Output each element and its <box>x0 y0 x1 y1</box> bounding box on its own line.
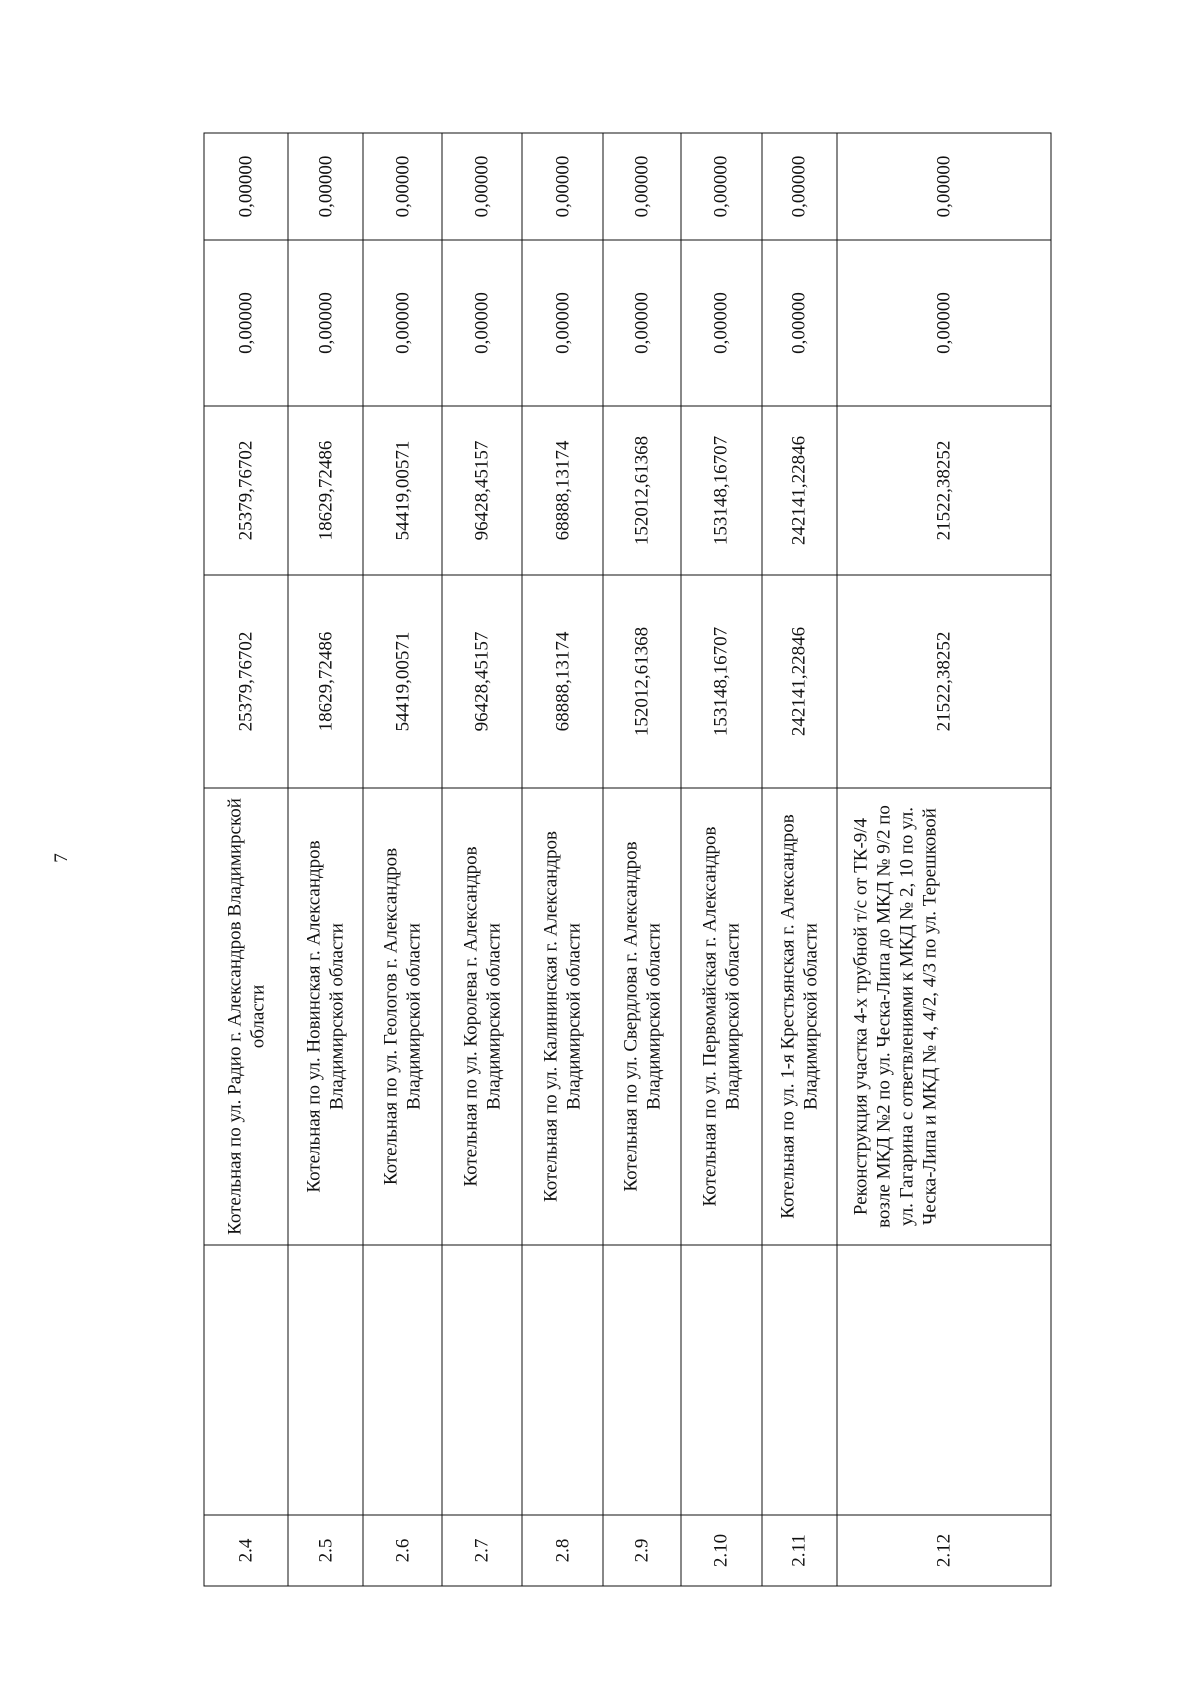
table-row <box>363 133 442 1586</box>
value-col-4: 0,00000 <box>837 133 1051 240</box>
object-name: Котельная по ул. Радио г. Александров Владимирской области <box>204 788 288 1245</box>
value-col-2: 153148,16707 <box>681 406 761 575</box>
object-name: Котельная по ул. Первомайская г. Александров Владимирской области <box>681 788 761 1245</box>
row-number: 2.7 <box>442 1515 522 1586</box>
value-col-4: 0,00000 <box>288 133 363 240</box>
value-col-3: 0,00000 <box>288 240 363 406</box>
table-row <box>288 133 363 1586</box>
value-total: 18629,72486 <box>288 575 363 788</box>
value-col-4: 0,00000 <box>442 133 522 240</box>
value-col-2: 54419,00571 <box>363 406 442 575</box>
row-number: 2.5 <box>288 1515 363 1586</box>
row-group <box>761 1245 837 1515</box>
value-col-4: 0,00000 <box>761 133 837 240</box>
value-total: 153148,16707 <box>681 575 761 788</box>
row-number: 2.6 <box>363 1515 442 1586</box>
table-row <box>837 133 1051 1586</box>
row-group <box>522 1245 603 1515</box>
value-col-2: 152012,61368 <box>603 406 681 575</box>
value-col-4: 0,00000 <box>603 133 681 240</box>
object-name: Котельная по ул. Новинская г. Александров Владимирской области <box>288 788 363 1245</box>
table-rotated <box>203 133 1051 1586</box>
object-name: Котельная по ул. Геологов г. Александров Владимирской области <box>363 788 442 1245</box>
value-col-3: 0,00000 <box>603 240 681 406</box>
investment-table <box>203 132 1051 1586</box>
table-body <box>204 133 1051 1586</box>
value-col-2: 25379,76702 <box>204 406 288 575</box>
value-col-4: 0,00000 <box>681 133 761 240</box>
row-group <box>363 1245 442 1515</box>
value-total: 21522,38252 <box>837 575 1051 788</box>
row-number: 2.8 <box>522 1515 603 1586</box>
value-col-3: 0,00000 <box>837 240 1051 406</box>
object-name: Котельная по ул. Королева г. Александров Владимирской области <box>442 788 522 1245</box>
value-col-2: 96428,45157 <box>442 406 522 575</box>
row-number: 2.11 <box>761 1515 837 1586</box>
table-row <box>204 133 288 1586</box>
row-number: 2.9 <box>603 1515 681 1586</box>
row-number: 2.4 <box>204 1515 288 1586</box>
table-row <box>761 133 837 1586</box>
table-row <box>442 133 522 1586</box>
value-col-2: 21522,38252 <box>837 406 1051 575</box>
row-group <box>442 1245 522 1515</box>
value-col-4: 0,00000 <box>522 133 603 240</box>
table-frame <box>203 133 1051 1586</box>
row-group <box>288 1245 363 1515</box>
object-name: Котельная по ул. 1-я Крестьянская г. Александров Владимирской области <box>761 788 837 1245</box>
value-col-2: 68888,13174 <box>522 406 603 575</box>
value-col-2: 18629,72486 <box>288 406 363 575</box>
table-row <box>603 133 681 1586</box>
value-col-2: 242141,22846 <box>761 406 837 575</box>
value-total: 25379,76702 <box>204 575 288 788</box>
row-group <box>837 1245 1051 1515</box>
value-total: 242141,22846 <box>761 575 837 788</box>
row-number: 2.10 <box>681 1515 761 1586</box>
row-group <box>681 1245 761 1515</box>
value-col-3: 0,00000 <box>442 240 522 406</box>
value-col-3: 0,00000 <box>681 240 761 406</box>
value-total: 54419,00571 <box>363 575 442 788</box>
row-group <box>204 1245 288 1515</box>
value-col-4: 0,00000 <box>363 133 442 240</box>
row-number: 2.12 <box>837 1515 1051 1586</box>
value-col-3: 0,00000 <box>761 240 837 406</box>
value-col-3: 0,00000 <box>363 240 442 406</box>
value-total: 96428,45157 <box>442 575 522 788</box>
row-group <box>603 1245 681 1515</box>
table-row <box>681 133 761 1586</box>
object-name: Реконструкция участка 4-х трубной т/с от ТК-9/4 возле МКД №2 по ул. Ческа-Липа до МКД № 9/2 по ул. Гагарина с ответвлениями к МКД № 2, 10 по ул. Ческа-Липа и МКД № 4, 4/2, 4/3 по ул. Терешковой <box>837 788 1051 1245</box>
value-total: 68888,13174 <box>522 575 603 788</box>
page-number: 7 <box>51 853 72 863</box>
value-total: 152012,61368 <box>603 575 681 788</box>
value-col-3: 0,00000 <box>204 240 288 406</box>
value-col-3: 0,00000 <box>522 240 603 406</box>
value-col-4: 0,00000 <box>204 133 288 240</box>
table-row <box>522 133 603 1586</box>
object-name: Котельная по ул. Свердлова г. Александров Владимирской области <box>603 788 681 1245</box>
object-name: Котельная по ул. Калининская г. Александров Владимирской области <box>522 788 603 1245</box>
